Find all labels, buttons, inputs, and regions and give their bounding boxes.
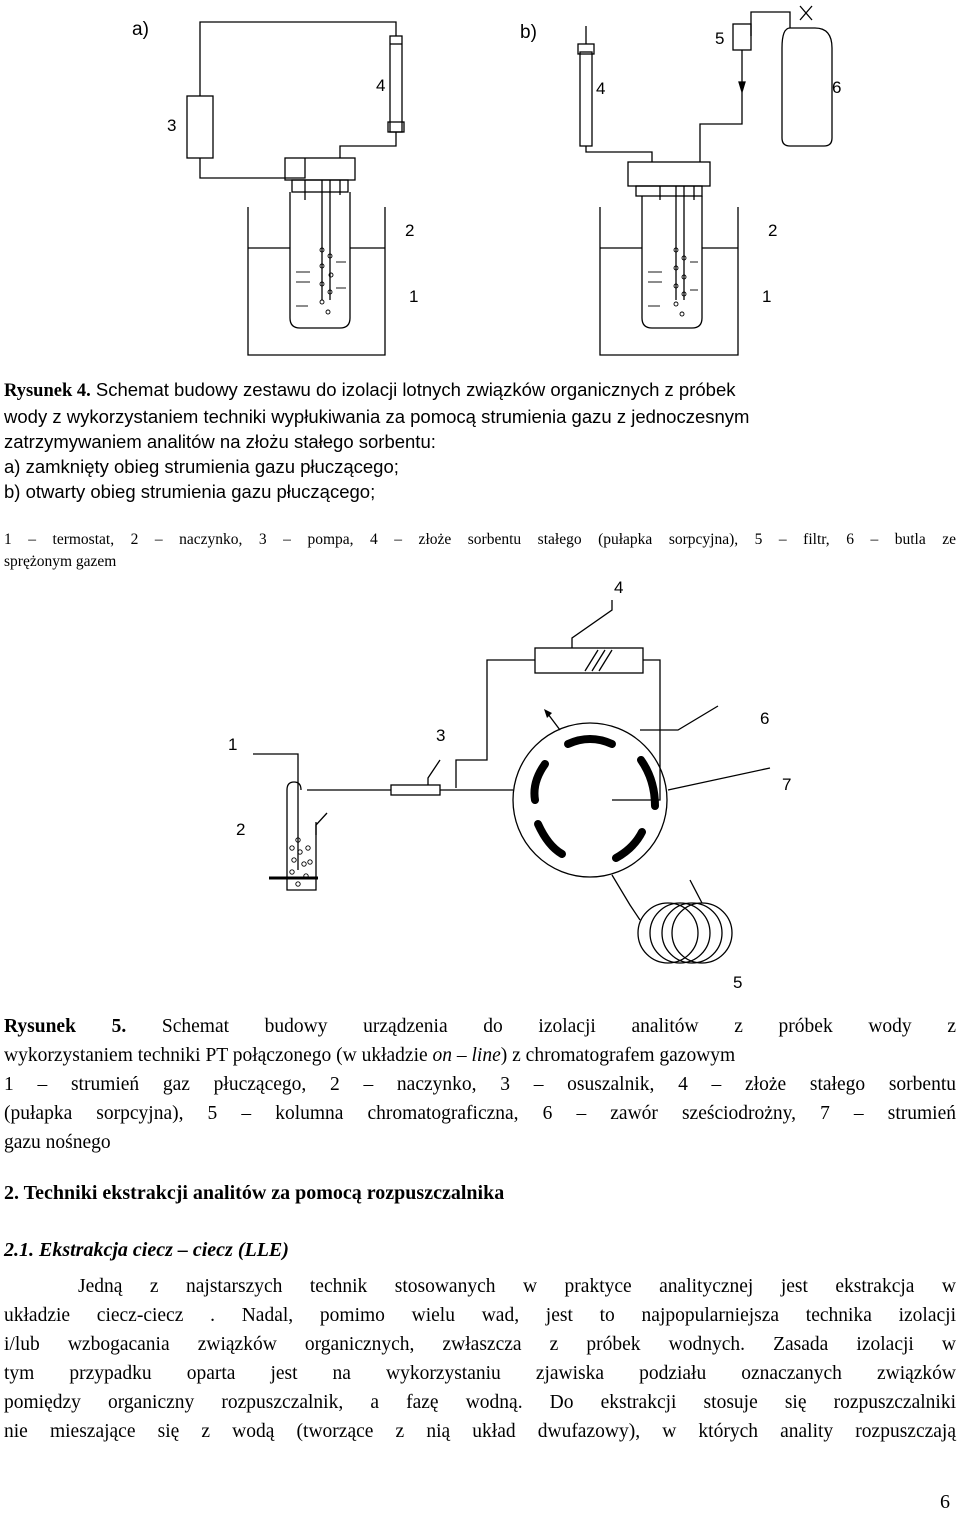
- label-carrier-7: 7: [782, 775, 792, 794]
- pump-3: [187, 96, 213, 158]
- caption-5-line-1: Schemat budowy urządzenia do izolacji analitów z próbek wody z: [126, 1016, 956, 1037]
- caption-4-line-1: Schemat budowy zestawu do izolacji lotnych związków organicznych z próbek: [90, 379, 736, 400]
- filter-5: [733, 24, 751, 50]
- section-heading: 2. Techniki ekstrakcji analitów za pomocą rozpuszczalnika: [4, 1182, 505, 1204]
- paragraph-line-4: tym przypadku oparta jest na wykorzystaniu zjawiska podziału oznaczanych związków: [4, 1363, 956, 1384]
- caption-4-item-b: b) otwarty obieg strumienia gazu płuczącego;: [4, 481, 376, 502]
- caption-4-legend-1: 1 – termostat, 2 – naczynko, 3 – pompa, 4 – złoże sorbentu stałego (pułapka sorpcyjna), 5 – filtr, 6 – butla ze: [4, 531, 956, 548]
- caption-4-line-2: wody z wykorzystaniem techniki wypłukiwania za pomocą strumienia gazu z jednoczesnym: [4, 406, 750, 427]
- label-dryer-3: 3: [436, 726, 446, 745]
- label-trap-4: 4: [614, 578, 624, 597]
- label-column-5: 5: [733, 973, 743, 992]
- caption-5-line-3: 1 – strumień gaz płuczącego, 2 – naczynko, 3 – osuszalnik, 4 – złoże stałego sorbentu: [4, 1074, 956, 1095]
- vessel-2a: [290, 192, 350, 328]
- label-vessel-2a: 2: [405, 221, 415, 240]
- dryer-3: [391, 785, 440, 795]
- figure-5: [0, 570, 960, 1000]
- caption-4-legend-2: sprężonym gazem: [4, 553, 117, 570]
- label-valve-6: 6: [760, 709, 770, 728]
- label-gas-stream-1: 1: [228, 735, 238, 754]
- page-number: 6: [940, 1491, 950, 1513]
- figure-4: [0, 0, 960, 370]
- figure-4-title: Rysunek 4.: [4, 381, 91, 401]
- caption-5-line-4: (pułapka sorpcyjna), 5 – kolumna chromatograficzna, 6 – zawór sześciodrożny, 7 – strumień: [4, 1103, 956, 1124]
- label-pump-3: 3: [167, 116, 177, 135]
- thermostat-1a: [248, 207, 385, 355]
- figure-4-caption: [4, 377, 956, 504]
- caption-4-line-3: zatrzymywaniem analitów na złożu stałego sorbentu:: [4, 431, 436, 452]
- paragraph-line-1: Jedną z najstarszych technik stosowanych w praktyce analitycznej jest ekstrakcja w: [78, 1276, 956, 1297]
- caption-4-item-a: a) zamknięty obieg strumienia gazu płuczącego;: [4, 456, 399, 477]
- section-subheading: 2.1. Ekstrakcja ciecz – ciecz (LLE): [4, 1239, 289, 1261]
- figure-5-title: Rysunek 5.: [4, 1016, 127, 1037]
- caption-5-line-2-end: ) z chromatografem gazowym: [500, 1045, 736, 1066]
- column-5: [638, 903, 698, 963]
- sorbent-trap-4: [535, 648, 643, 673]
- label-thermostat-1b: 1: [762, 287, 772, 306]
- caption-5-line-2: wykorzystaniem techniki PT połączonego (w układzie: [4, 1045, 433, 1066]
- sorbent-trap-4a: [390, 36, 402, 132]
- label-filter-5: 5: [715, 29, 725, 48]
- caption-5-online: on – line: [432, 1045, 501, 1066]
- paragraph-line-2: układzie ciecz-ciecz . Nadal, pomimo wielu wad, jest to najpopularniejsza technika izolacji: [4, 1305, 956, 1326]
- paragraph-line-5: pomiędzy organiczny rozpuszczalnik, a fazę wodną. Do ekstrakcji stosuje się rozpuszczalniki: [4, 1392, 956, 1413]
- setup-a: [187, 22, 404, 355]
- caption-5-line-5: gazu nośnego: [4, 1132, 111, 1153]
- gas-cylinder-6: [782, 28, 832, 146]
- label-vessel-2b: 2: [768, 221, 778, 240]
- panel-label-b: b): [520, 22, 537, 43]
- figure-5-caption: [4, 1012, 956, 1157]
- label-thermostat-1a: 1: [409, 287, 419, 306]
- section-paragraph: [4, 1272, 956, 1446]
- setup-b: [578, 6, 832, 355]
- vessel-2: [287, 790, 327, 890]
- label-trap-4b: 4: [596, 79, 606, 98]
- paragraph-line-3: i/lub wzbogacania związków organicznych, zwłaszcza z próbek wodnych. Zasada izolacji w: [4, 1334, 956, 1355]
- label-trap-4a: 4: [376, 76, 386, 95]
- thermostat-1b: [600, 207, 738, 355]
- paragraph-line-6: nie mieszające się z wodą (tworzące z nią układ dwufazowy), w których anality rozpuszczają: [4, 1421, 956, 1442]
- panel-label-a: a): [132, 19, 149, 40]
- label-cylinder-6: 6: [832, 78, 842, 97]
- sorbent-trap-4b: [580, 52, 592, 146]
- label-vessel-2: 2: [236, 820, 246, 839]
